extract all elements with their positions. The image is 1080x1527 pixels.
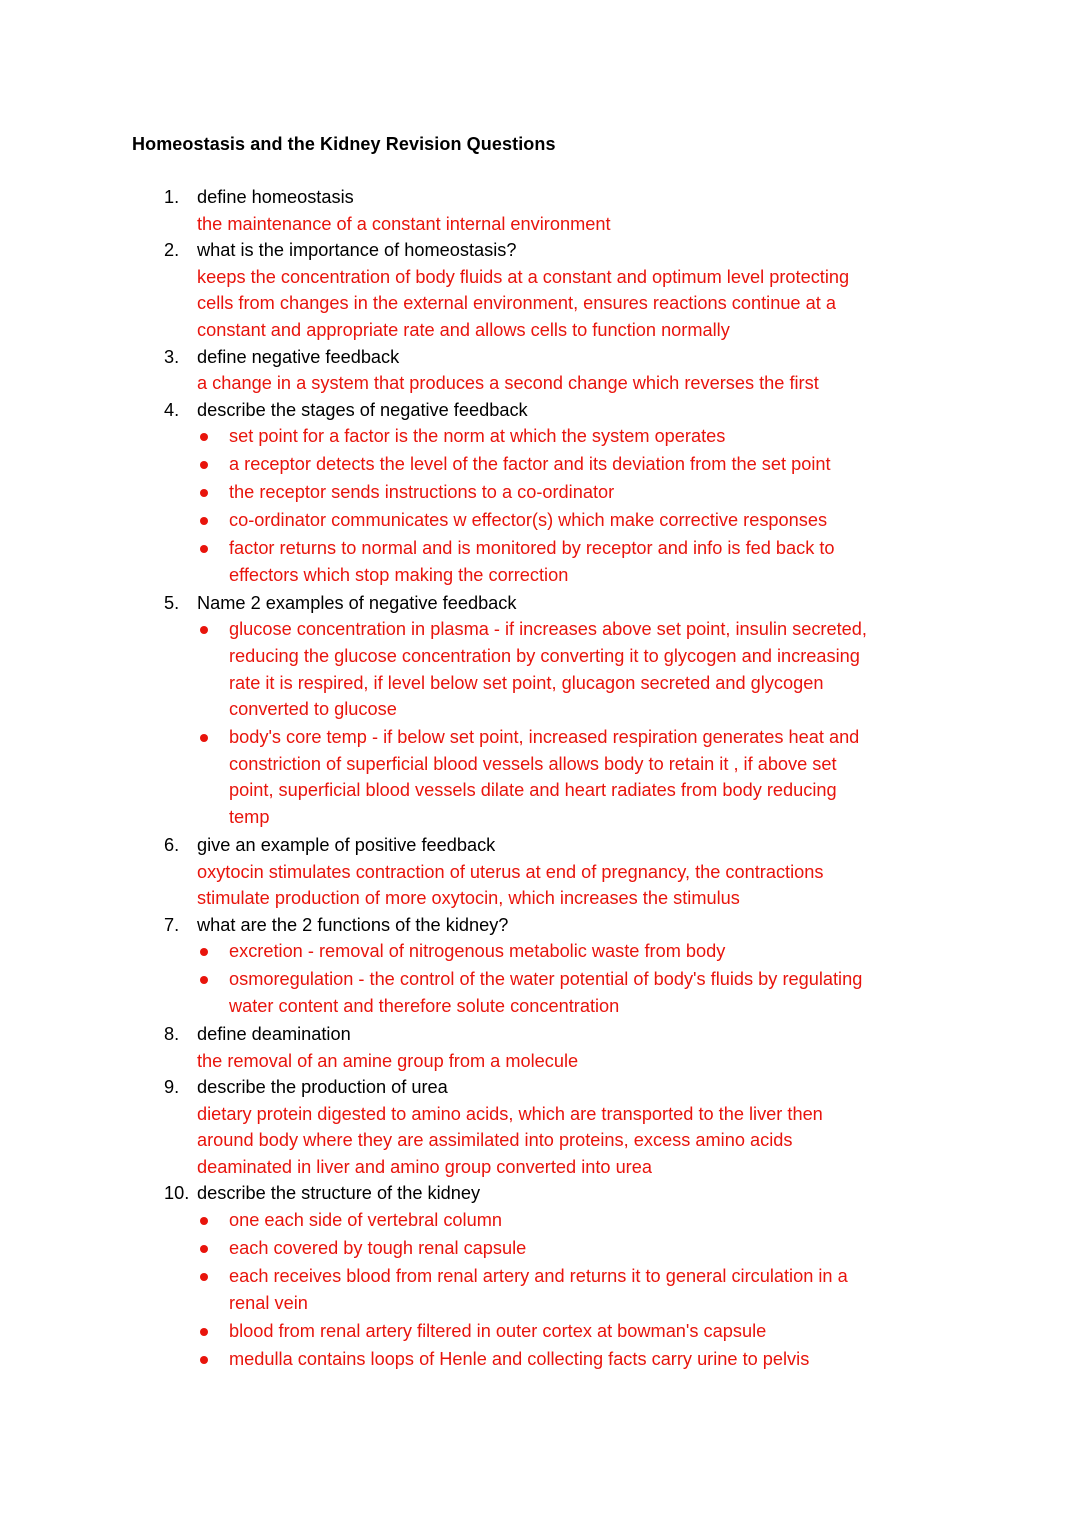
bullet-line: medulla contains loops of Henle and collecting facts carry urine to pelvis: [229, 1348, 810, 1369]
answer-line: cells from changes in the external environment, ensures reactions continue at a: [197, 293, 836, 314]
bullet-line: renal vein: [229, 1292, 308, 1313]
bullet-line: rate it is respired, if level below set point, glucagon secreted and glycogen: [229, 672, 824, 693]
answer-line: the removal of an amine group from a molecule: [197, 1050, 579, 1071]
bullet-dot-icon: [200, 517, 208, 525]
bullet-dot-icon: [200, 1217, 208, 1225]
answer-line: around body where they are assimilated into proteins, excess amino acids: [197, 1130, 793, 1151]
bullet-dot-icon: [200, 1356, 208, 1364]
bullet-line: one each side of vertebral column: [229, 1210, 502, 1231]
answer-bullet: [164, 535, 964, 588]
answer-bullet-list: [164, 616, 964, 830]
bullet-line: each receives blood from renal artery and returns it to general circulation in a: [229, 1266, 848, 1287]
answer-line: keeps the concentration of body fluids at a constant and optimum level protecting: [197, 266, 850, 287]
answer-bullet: [164, 507, 964, 534]
question-number: 5.: [164, 592, 180, 613]
bullet-dot-icon: [200, 948, 208, 956]
bullet-dot-icon: [200, 626, 208, 634]
answer-bullet: [164, 616, 964, 722]
bullet-line: each covered by tough renal capsule: [229, 1238, 527, 1259]
bullet-line: excretion - removal of nitrogenous metabolic waste from body: [229, 941, 726, 962]
question-number: 3.: [164, 346, 180, 367]
question-number: 6.: [164, 834, 180, 855]
answer-bullet: [164, 451, 964, 478]
question-text: describe the structure of the kidney: [197, 1183, 481, 1204]
question-text: Name 2 examples of negative feedback: [197, 592, 517, 613]
question-text: describe the production of urea: [197, 1077, 448, 1098]
answer-bullet: [164, 1207, 964, 1234]
answer-line: stimulate production of more oxytocin, which increases the stimulus: [197, 888, 740, 909]
question-text: define negative feedback: [197, 346, 400, 367]
question-number: 1.: [164, 187, 180, 207]
answer-line: dietary protein digested to amino acids, which are transported to the liver then: [197, 1103, 823, 1124]
answer-bullet: [164, 1318, 964, 1345]
document-title: Homeostasis and the Kidney Revision Questions: [132, 134, 556, 154]
answer-bullet: [164, 1235, 964, 1262]
answer-bullet-list: [164, 423, 964, 588]
answer-bullet: [164, 479, 964, 506]
bullet-dot-icon: [200, 489, 208, 497]
answer-bullet: [164, 724, 964, 830]
answer-line: constant and appropriate rate and allows cells to function normally: [197, 319, 730, 340]
question-number: 2.: [164, 240, 180, 261]
bullet-line: factor returns to normal and is monitored by receptor and info is fed back to: [229, 538, 835, 559]
question-number: 4.: [164, 399, 180, 420]
bullet-line: constriction of superficial blood vessels allows body to retain it , if above set: [229, 753, 837, 774]
bullet-line: temp: [229, 807, 270, 827]
bullet-dot-icon: [200, 461, 208, 469]
bullet-dot-icon: [200, 545, 208, 553]
answer-line: oxytocin stimulates contraction of uterus at end of pregnancy, the contractions: [197, 861, 824, 882]
question-list: [164, 184, 964, 1374]
answer-bullet-list: [164, 938, 964, 1019]
answer-bullet: [164, 1263, 964, 1316]
question-item: [164, 1180, 964, 1372]
bullet-line: glucose concentration in plasma - if increases above set point, insulin secreted,: [229, 619, 867, 640]
answer-line: the maintenance of a constant internal environment: [197, 213, 611, 234]
question-item: [164, 1021, 964, 1074]
bullet-line: osmoregulation - the control of the water potential of body's fluids by regulating: [229, 969, 863, 990]
question-text: what is the importance of homeostasis?: [197, 240, 517, 261]
answer-bullet: [164, 966, 964, 1019]
bullet-dot-icon: [200, 1328, 208, 1336]
bullet-dot-icon: [200, 1273, 208, 1281]
question-text: describe the stages of negative feedback: [197, 399, 528, 420]
question-number: 9.: [164, 1077, 180, 1098]
question-number: 7.: [164, 914, 180, 935]
bullet-dot-icon: [200, 1245, 208, 1253]
bullet-line: a receptor detects the level of the factor and its deviation from the set point: [229, 454, 831, 475]
bullet-line: converted to glucose: [229, 699, 397, 720]
question-item: [164, 397, 964, 589]
bullet-line: effectors which stop making the correction: [229, 564, 569, 585]
question-item: [164, 590, 964, 831]
bullet-dot-icon: [200, 433, 208, 441]
answer-bullet: [164, 423, 964, 450]
bullet-line: point, superficial blood vessels dilate and heart radiates from body reducing: [229, 780, 837, 801]
question-item: [164, 912, 964, 1020]
answer-bullet-list: [164, 1207, 964, 1372]
answer-bullet: [164, 938, 964, 965]
question-item: [164, 237, 964, 343]
bullet-line: reducing the glucose concentration by converting it to glycogen and increasing: [229, 646, 860, 667]
question-item: [164, 184, 964, 237]
answer-bullet: [164, 1346, 964, 1373]
question-text: what are the 2 functions of the kidney?: [197, 914, 509, 935]
question-item: [164, 1074, 964, 1180]
answer-line: deaminated in liver and amino group converted into urea: [197, 1156, 652, 1177]
bullet-line: blood from renal artery filtered in outer cortex at bowman's capsule: [229, 1320, 767, 1341]
question-number: 10.: [164, 1183, 190, 1204]
bullet-line: set point for a factor is the norm at which the system operates: [229, 426, 726, 447]
question-text: define deamination: [197, 1023, 351, 1044]
answer-line: a change in a system that produces a second change which reverses the first: [197, 373, 819, 394]
question-item: [164, 832, 964, 912]
bullet-line: body's core temp - if below set point, increased respiration generates heat and: [229, 727, 860, 748]
bullet-line: co-ordinator communicates w effector(s) which make corrective responses: [229, 510, 828, 531]
bullet-dot-icon: [200, 976, 208, 984]
bullet-line: water content and therefore solute concentration: [229, 995, 620, 1016]
question-text: give an example of positive feedback: [197, 834, 496, 855]
bullet-dot-icon: [200, 734, 208, 742]
question-item: [164, 344, 964, 397]
question-number: 8.: [164, 1023, 180, 1044]
bullet-line: the receptor sends instructions to a co-ordinator: [229, 482, 615, 503]
question-text: define homeostasis: [197, 187, 354, 207]
